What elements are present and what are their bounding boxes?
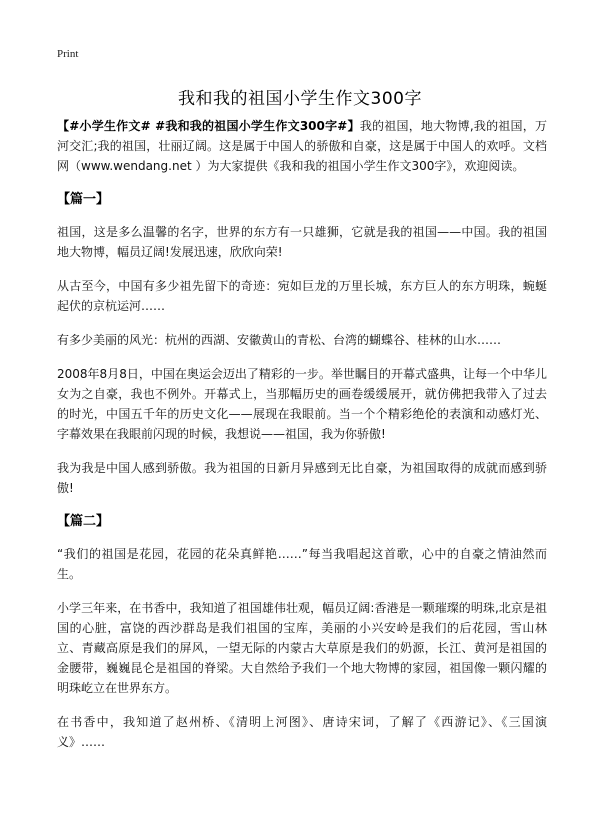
section-two-paragraph: 小学三年来，在书香中，我知道了祖国雄伟壮观，幅员辽阔:香港是一颗璀璨的明珠,北京是祖国的心脏，富饶的西沙群岛是我们祖国的宝库，美丽的小兴安岭是我们的后花园，雪山林立、青藏高原是我们的屏风，一望无际的内蒙古大草原是我们的奶源，长江、黄河是祖国的金腰带，巍巍昆仑是祖国的脊梁。大自然给予我们一个地大物博的家园，祖国像一颗闪耀的明珠屹立在世界东方。: [57, 601, 547, 695]
section-one-paragraph: 祖国，这是多么温馨的名字，世界的东方有一只雄狮，它就是我的祖国——中国。我的祖国地大物博，幅员辽阔!发展迅速，欣欣向荣!: [57, 225, 547, 259]
intro-tag: 【#小学生作文# #我和我的祖国小学生作文300字#】: [57, 119, 360, 133]
section-one: [57, 190, 547, 498]
section-two: [57, 512, 547, 752]
section-one-paragraph: 2008年8月8日，中国在奥运会迈出了精彩的一步。举世瞩目的开幕式盛典，让每一个中华儿女为之自豪，我也不例外。开幕式上，当那幅历史的画卷缓缓展开，就仿佛把我带入了过去的时光，中国五千年的历史文化——展现在我眼前。当一个个精彩绝伦的表演和动感灯光、字幕效果在我眼前闪现的时候，我想说——祖国，我为你骄傲!: [57, 367, 547, 441]
intro-paragraph: [57, 116, 547, 176]
document-body: [57, 116, 547, 766]
print-label: Print: [57, 48, 79, 60]
intro-text: 我的祖国，地大物博,我的祖国，万河交汇;我的祖国，壮丽辽阔。这是属于中国人的骄傲和自豪，这是属于中国人的欢呼。文档网（www.wendang.net ）为大家提供《我和我的祖国小学生作文300字》，欢迎阅读。: [57, 119, 547, 173]
section-one-paragraph: 有多少美丽的风光：杭州的西湖、安徽黄山的青松、台湾的蝴蝶谷、桂林的山水……: [57, 333, 502, 347]
section-one-paragraph: 从古至今，中国有多少祖先留下的奇迹：宛如巨龙的万里长城，东方巨人的东方明珠，蜿蜒起伏的京杭运河……: [57, 279, 547, 313]
section-two-paragraph: 在书香中，我知道了赵州桥、《清明上河图》、唐诗宋词，了解了《西游记》、《三国演义》……: [57, 715, 547, 749]
document-title: 我和我的祖国小学生作文300字: [178, 89, 422, 109]
section-two-heading: 【篇二】: [57, 514, 110, 529]
section-one-heading: 【篇一】: [57, 192, 110, 207]
section-two-paragraph: “我们的祖国是花园，花园的花朵真鲜艳……”每当我唱起这首歌，心中的自豪之情油然而生。: [57, 547, 547, 581]
section-one-paragraph: 我为我是中国人感到骄傲。我为祖国的日新月异感到无比自豪，为祖国取得的成就而感到骄傲!: [57, 461, 547, 495]
